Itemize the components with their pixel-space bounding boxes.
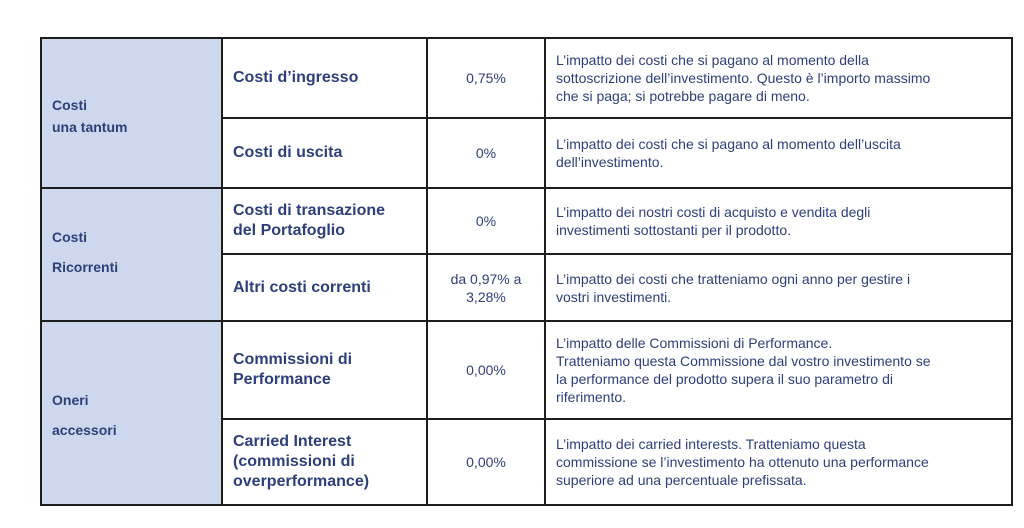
cost-name (222, 419, 427, 505)
cost-name-line: Commissioni di (233, 351, 353, 368)
cost-name-text: Costi d’ingresso (233, 69, 359, 86)
group-cell-costi-una-tantum (41, 38, 222, 188)
description-line: L’impatto dei costi che si pagano al momento dell’uscita (556, 136, 901, 152)
table-row (41, 188, 1012, 254)
costs-table (40, 37, 1013, 506)
description-line: vostri investimenti. (556, 288, 672, 305)
cost-value-line: 3,28% (466, 288, 506, 305)
cost-value (427, 321, 545, 419)
group-label (42, 39, 221, 135)
cost-value-text: 0,00% (466, 454, 506, 470)
group-label-line: Costi (52, 97, 87, 113)
description-line: commissione se l’investimento ha ottenuto una performance (556, 454, 929, 470)
costs-table-container (40, 37, 1011, 506)
cost-value (427, 118, 545, 188)
cost-description (545, 38, 1012, 118)
description-line: L’impatto delle Commissioni di Performance. (556, 335, 833, 351)
cost-name-text: Altri costi correnti (233, 278, 371, 296)
description-line: sottoscrizione dell’investimento. Questo è l’importo massimo (556, 70, 931, 86)
cost-name (222, 118, 427, 188)
group-cell-costi-ricorrenti (41, 188, 222, 321)
description-line: dell’investimento. (556, 154, 664, 170)
cost-name (222, 38, 427, 118)
cost-value (427, 254, 545, 321)
table-row (41, 38, 1012, 118)
cost-value-line: da 0,97% a (450, 270, 522, 287)
description-line: L’impatto dei costi che si pagano al momento della (556, 52, 869, 68)
description-line: riferimento. (556, 389, 627, 405)
group-cell-oneri-accessori (41, 321, 222, 505)
group-label (42, 322, 221, 438)
description-line: investimenti sottostanti per il prodotto. (556, 222, 792, 238)
description-line: L’impatto dei nostri costi di acquisto e vendita degli (556, 204, 871, 220)
group-label-line: Costi (52, 229, 87, 245)
cost-name-line: Performance (233, 371, 331, 388)
description-line: L’impatto dei carried interests. Tratteniamo questa (556, 436, 866, 452)
group-label (42, 189, 221, 275)
group-label-line: Ricorrenti (52, 259, 119, 275)
group-label-line: Oneri (52, 392, 89, 408)
cost-name-line: Costi di transazione (233, 202, 386, 219)
table-row (41, 321, 1012, 419)
cost-value-text: 0,00% (466, 362, 506, 378)
cost-name-line: Carried Interest (233, 433, 352, 450)
cost-value-text: 0,75% (466, 70, 506, 86)
cost-description (545, 188, 1012, 254)
cost-value (427, 419, 545, 505)
cost-description (545, 118, 1012, 188)
cost-name (222, 254, 427, 321)
cost-value (427, 188, 545, 254)
description-line: Tratteniamo questa Commissione dal vostro investimento se (556, 353, 931, 369)
cost-value-text: 0% (475, 145, 497, 161)
description-line: superiore ad una percentuale prefissata. (556, 472, 807, 488)
description-line: L’impatto dei costi che tratteniamo ogni anno per gestire i (556, 270, 911, 287)
group-label-line: accessori (52, 422, 117, 438)
description-line: la performance del prodotto supera il suo parametro di (556, 371, 893, 387)
cost-description (545, 419, 1012, 505)
cost-name-line: (commissioni di (233, 453, 355, 470)
group-label-line: una tantum (52, 119, 128, 135)
cost-name-line: del Portafoglio (233, 222, 345, 239)
cost-name-line: overperformance) (233, 473, 370, 490)
cost-name-text: Costi di uscita (233, 144, 343, 161)
cost-description (545, 254, 1012, 321)
cost-value (427, 38, 545, 118)
cost-value-text: 0% (475, 213, 497, 229)
description-line: che si paga; si potrebbe pagare di meno. (556, 88, 810, 104)
cost-description (545, 321, 1012, 419)
cost-name (222, 188, 427, 254)
cost-name (222, 321, 427, 419)
